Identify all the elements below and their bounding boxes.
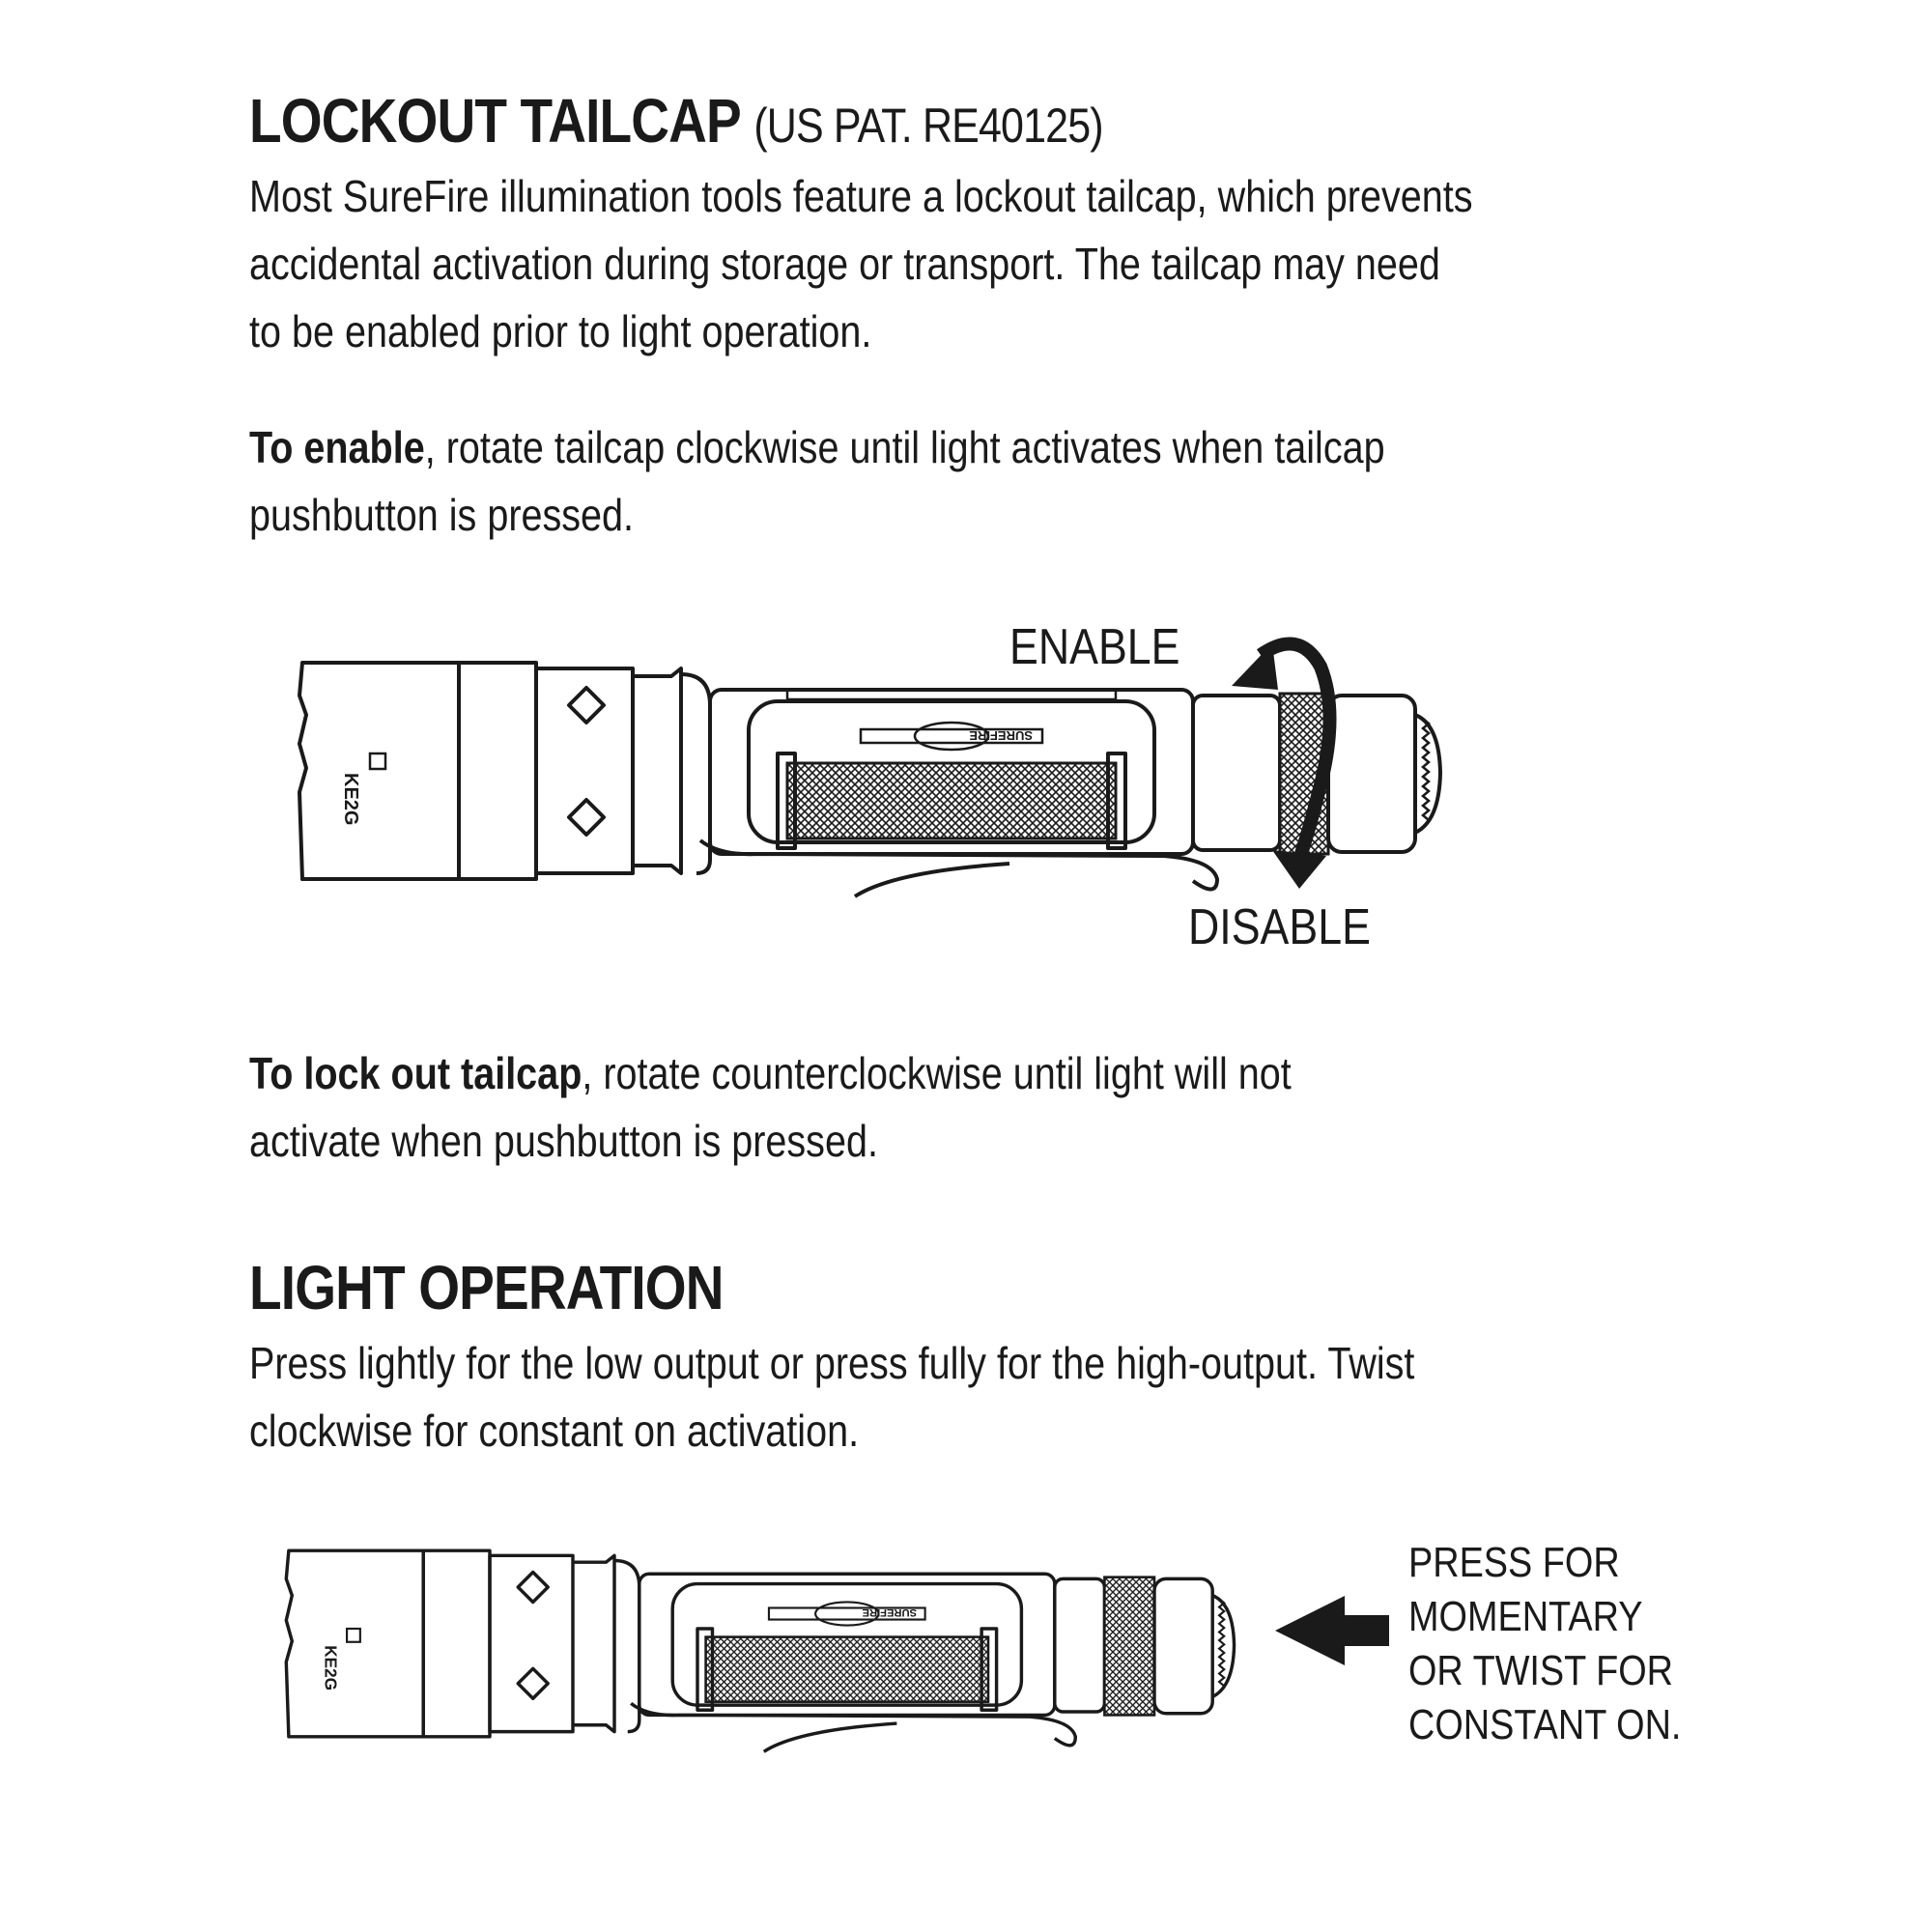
flashlight-illustration — [299, 643, 1440, 896]
operation-paragraph: Press lightly for the low output or press fully for the high-output. Twist clockwise for constant on activation. — [249, 1338, 1415, 1456]
svg-text:SUREFIRE: SUREFIRE — [969, 728, 1033, 743]
disable-label: DISABLE — [1188, 899, 1371, 955]
enable-label: ENABLE — [1009, 619, 1180, 675]
lockout-instruction: To lock out tailcap, rotate counterclockwise until light will not activate when pushbutton is pressed. — [249, 1048, 1292, 1166]
enable-instruction: To enable, rotate tailcap clockwise until light activates when tailcap pushbutton is pressed. — [249, 422, 1385, 540]
svg-text:KE2G: KE2G — [321, 1645, 341, 1691]
section-title-light-operation: LIGHT OPERATION — [249, 1253, 724, 1322]
svg-text:KE2G: KE2G — [340, 773, 361, 826]
left-arrow-icon — [1275, 1596, 1389, 1665]
press-callout: PRESS FOR MOMENTARY OR TWIST FOR CONSTANT ON. — [1408, 1539, 1682, 1748]
intro-paragraph: Most SureFire illumination tools feature a lockout tailcap, which prevents accidental activation during storage or transport. The tailcap may need to be enabled prior to light operation. — [249, 171, 1473, 356]
title-text: LOCKOUT TAILCAP — [249, 86, 740, 156]
svg-text:SUREFIRE: SUREFIRE — [862, 1606, 918, 1619]
flashlight-illustration — [286, 1550, 1234, 1751]
patent-number: (US PAT. RE40125) — [753, 99, 1103, 153]
